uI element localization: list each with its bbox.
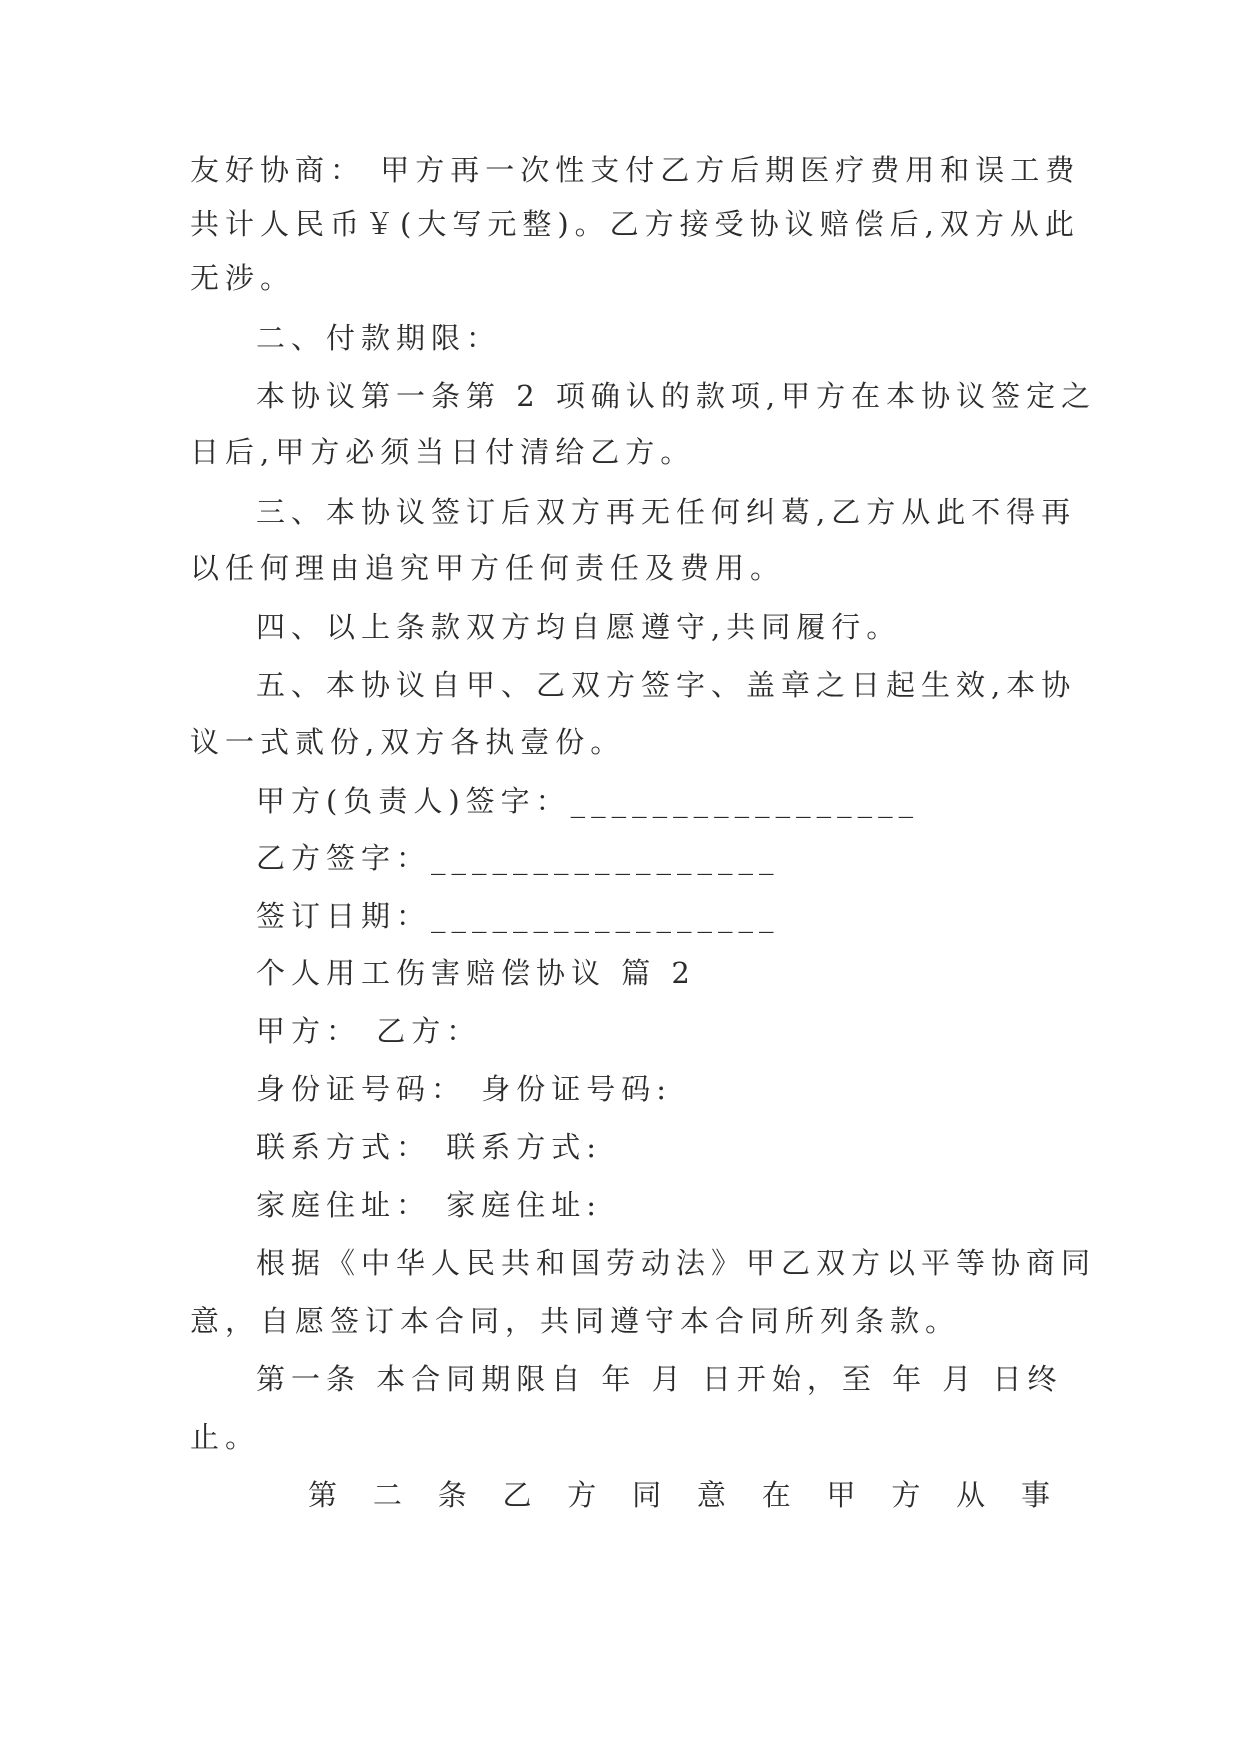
text-line: 五、本协议自甲、乙双方签字、盖章之日起生效,本协 — [256, 668, 1077, 702]
text-line: 议一式贰份,双方各执壹份。 — [190, 725, 626, 759]
spread-char: 方 — [567, 1478, 597, 1512]
spread-text-line — [308, 1475, 1050, 1515]
text-line: 第一条 本合同期限自 年 月 日开始，至 年 月 日终 — [256, 1362, 1063, 1396]
text-line: 甲方： 乙方： — [256, 1014, 482, 1048]
spread-char: 甲 — [826, 1478, 856, 1512]
text-line: 三、本协议签订后双方再无任何纠葛,乙方从此不得再 — [256, 495, 1077, 529]
text-line: 止。 — [190, 1420, 261, 1454]
text-line: 意，自愿签订本合同，共同遵守本合同所列条款。 — [190, 1304, 961, 1338]
spread-char: 同 — [632, 1478, 662, 1512]
text-line: 二、付款期限： — [256, 321, 502, 355]
signing-date-line: 签订日期：_________________ — [256, 899, 780, 933]
text-line: 联系方式： 联系方式: — [256, 1130, 602, 1164]
spread-char: 事 — [1020, 1478, 1050, 1512]
spread-char: 方 — [891, 1478, 921, 1512]
spread-char: 在 — [761, 1478, 791, 1512]
text-line: 友好协商： 甲方再一次性支付乙方后期医疗费用和误工费 — [190, 153, 1081, 187]
spread-char: 二 — [372, 1478, 402, 1512]
text-line: 以任何理由追究甲方任何责任及费用。 — [190, 551, 786, 585]
text-line: 家庭住址： 家庭住址: — [256, 1188, 602, 1222]
spread-char: 乙 — [502, 1478, 532, 1512]
spread-char: 第 — [308, 1478, 338, 1512]
text-line: 身份证号码： 身份证号码: — [256, 1072, 672, 1106]
text-line: 根据《中华人民共和国劳动法》甲乙双方以平等协商同 — [256, 1246, 1097, 1280]
spread-char: 条 — [437, 1478, 467, 1512]
text-line: 无涉。 — [190, 261, 296, 295]
spread-char: 意 — [696, 1478, 726, 1512]
section-heading: 个人用工伤害赔偿协议 篇 2 — [256, 956, 696, 990]
text-line: 本协议第一条第 2 项确认的款项,甲方在本协议签定之 — [256, 379, 1097, 413]
text-line: 日后,甲方必须当日付清给乙方。 — [190, 435, 696, 469]
spread-char: 从 — [956, 1478, 986, 1512]
text-line: 共计人民币￥(大写元整)。乙方接受协议赔偿后,双方从此 — [190, 207, 1080, 241]
text-line: 四、以上条款双方均自愿遵守,共同履行。 — [256, 610, 902, 644]
signature-line-party-a: 甲方(负责人)签字：_________________ — [256, 784, 920, 818]
signature-line-party-b: 乙方签字：_________________ — [256, 841, 780, 875]
